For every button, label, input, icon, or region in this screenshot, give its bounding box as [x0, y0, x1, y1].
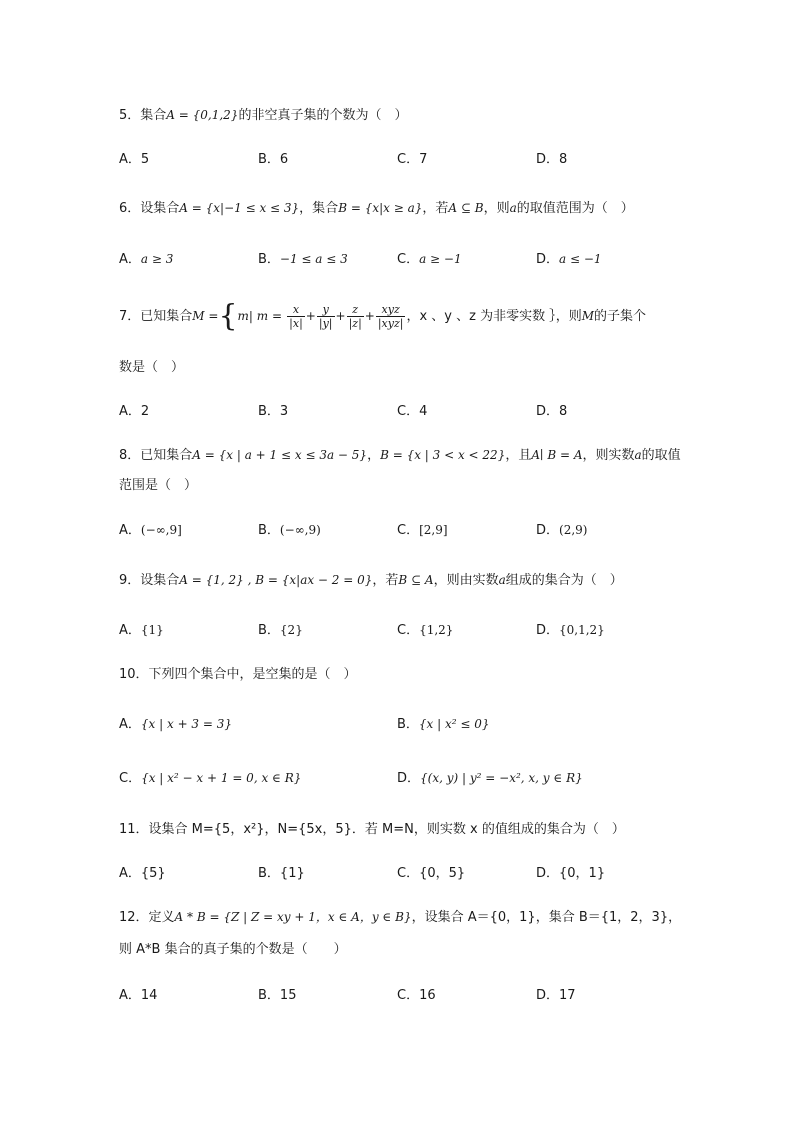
q12-number: 12．定义 [119, 910, 175, 925]
q6-option-d-math: a ≤ −1 [559, 252, 602, 266]
q8-set-a: A = {x | a + 1 ≤ x ≤ 3a − 5} [192, 448, 368, 462]
q5-option-a[interactable]: A．5 [119, 152, 150, 167]
q9-option-c[interactable] [397, 619, 453, 638]
question-11: 11．设集合 M={5，x²}，N={5x，5}．若 M=N，则实数 x 的值组成的集合为（ ） [119, 822, 625, 837]
q7-frac-x-den: |x| [289, 317, 303, 330]
q6-option-d-label: D． [536, 252, 560, 267]
question-7 [119, 296, 646, 337]
q6-option-b-label: B． [258, 252, 280, 267]
q7-m-eq: m = [256, 309, 283, 323]
q10-option-b-math: {x | x² ≤ 0} [418, 717, 490, 731]
q6-text-1: ，集合 [299, 201, 339, 216]
q10-option-c-math: {x | x² − x + 1 = 0, x ∈ R} [141, 771, 302, 785]
q6-set-a: A = {x|−1 ≤ x ≤ 3} [179, 201, 300, 215]
q5-option-c[interactable]: C．7 [397, 152, 428, 167]
q9-text-then: ，则由实数 [433, 573, 499, 588]
q7-frac-y-num: y [317, 303, 335, 317]
q12-option-a[interactable]: A．14 [119, 988, 158, 1003]
q8-option-b-math: (−∞,9) [279, 523, 321, 537]
q7-plus-1: + [305, 309, 316, 323]
q7-text-then: ，则 [555, 309, 582, 324]
q5-stem: 的非空真子集的个数为（ ） [238, 108, 408, 123]
q6-option-b-math: −1 ≤ a ≤ 3 [279, 252, 348, 266]
q6-option-c[interactable] [397, 248, 462, 267]
question-12 [119, 906, 681, 925]
q8-option-d-math: (2,9) [559, 523, 588, 537]
q7-frac-xyz-num: xyz [376, 303, 406, 317]
q8-text-then: ，则实数 [582, 448, 635, 463]
q9-option-b-math: {2} [279, 623, 303, 637]
q7-frac-x-num: x [287, 303, 305, 317]
q6-option-a-math: a ≥ 3 [140, 252, 174, 266]
q9-option-d-label: D． [536, 623, 560, 638]
q7-bar: | [248, 309, 257, 323]
q7-plus-2: + [335, 309, 346, 323]
q8-text-and: ，且 [505, 448, 532, 463]
q6-option-c-label: C． [397, 252, 420, 267]
q6-option-d[interactable] [536, 248, 602, 267]
q7-fraction-x [287, 303, 305, 330]
q9-stem: 组成的集合为（ ） [505, 573, 623, 588]
q11-option-c[interactable]: C．{0，5} [397, 866, 466, 881]
q12-option-b[interactable]: B．15 [258, 988, 297, 1003]
q6-subset: A ⊆ B [448, 201, 484, 215]
q5-number: 5．集合 [119, 108, 167, 123]
q7-fraction-y [317, 303, 335, 330]
q10-option-d[interactable] [397, 767, 583, 786]
question-10: 10．下列四个集合中，是空集的是（ ） [119, 667, 357, 682]
q11-option-a[interactable]: A．{5} [119, 866, 166, 881]
q7-var-m: M [581, 309, 595, 323]
q10-option-b[interactable] [397, 713, 490, 732]
q7-line-2: 数是（ ） [119, 360, 185, 375]
q6-stem: 的取值范围为（ ） [516, 201, 634, 216]
q7-frac-xyz-den: |xyz| [377, 317, 404, 330]
question-5 [119, 104, 407, 123]
q9-option-b-label: B． [258, 623, 280, 638]
q6-option-c-math: a ≥ −1 [419, 252, 462, 266]
q7-plus-3: + [364, 309, 375, 323]
q12-definition: A * B = {Z | Z = xy + 1，x ∈ A，y ∈ B} [174, 910, 412, 924]
q10-option-a-math: {x | x + 3 = 3} [140, 717, 233, 731]
q6-option-a[interactable] [119, 248, 173, 267]
question-8 [119, 444, 681, 463]
q8-line-2: 范围是（ ） [119, 478, 198, 493]
q7-frac-z-den: |z| [348, 317, 362, 330]
q8-set-b: B = {x | 3 < x < 22} [380, 448, 506, 462]
q12-option-c[interactable]: C．16 [397, 988, 436, 1003]
q9-option-d-math: {0,1,2} [559, 623, 605, 637]
q11-option-b[interactable]: B．{1} [258, 866, 305, 881]
q9-option-c-label: C． [397, 623, 420, 638]
question-6 [119, 197, 634, 216]
q8-stem: 的取值 [641, 448, 681, 463]
q8-option-a-label: A． [119, 523, 141, 538]
q10-option-d-math: {(x, y) | y² = −x², x, y ∈ R} [420, 771, 583, 785]
q8-option-a-math: (−∞,9] [140, 523, 182, 537]
q8-option-c[interactable] [397, 519, 448, 538]
q6-set-b: B = {x|x ≥ a} [338, 201, 423, 215]
q7-left-brace: { [218, 298, 238, 334]
q7-set-m-lhs: M = [192, 309, 219, 323]
q8-number: 8．已知集合 [119, 448, 193, 463]
q9-option-a[interactable] [119, 619, 164, 638]
question-9 [119, 569, 623, 588]
q7-element-m: m [237, 309, 249, 323]
q7-stem: 的子集个 [594, 309, 647, 324]
q9-subset: B ⊆ A [398, 573, 434, 587]
q6-text-3: ，则 [483, 201, 510, 216]
q5-math: A = {0,1,2} [166, 108, 239, 122]
q7-condition: ，x 、y 、z 为非零实数 ｝ [406, 309, 556, 324]
q10-option-c[interactable] [119, 767, 301, 786]
q7-option-a[interactable]: A．2 [119, 404, 150, 419]
q9-option-d[interactable] [536, 619, 605, 638]
q8-comma: ， [367, 448, 381, 463]
q8-option-b-label: B． [258, 523, 280, 538]
q10-option-c-label: C． [119, 771, 142, 786]
q12-option-d[interactable]: D．17 [536, 988, 576, 1003]
q10-option-d-label: D． [397, 771, 421, 786]
q9-sets: A = {1, 2} , B = {x|ax − 2 = 0} [179, 573, 373, 587]
q9-option-a-label: A． [119, 623, 141, 638]
q9-option-b[interactable] [258, 619, 303, 638]
q6-var-a: a [509, 201, 517, 215]
q5-option-d[interactable]: D．8 [536, 152, 568, 167]
q8-var-a: a [634, 448, 642, 462]
q6-option-b[interactable] [258, 248, 348, 267]
q9-option-c-math: {1,2} [419, 623, 454, 637]
q8-option-d-label: D． [536, 523, 560, 538]
q7-option-c[interactable]: C．4 [397, 404, 428, 419]
q7-frac-y-den: |y| [318, 317, 333, 330]
q7-frac-z-num: z [347, 303, 364, 317]
q6-text-2: ，若 [422, 201, 449, 216]
q8-option-b[interactable] [258, 519, 321, 538]
q12-text-sets: ，设集合 A＝{0，1}，集合 B＝{1，2，3}， [411, 910, 682, 925]
q7-fraction-xyz [376, 303, 406, 330]
q8-option-a[interactable] [119, 519, 182, 538]
q5-option-b[interactable]: B．6 [258, 152, 289, 167]
q9-text-if: ，若 [372, 573, 399, 588]
q12-line-2: 则 A*B 集合的真子集的个数是（ ） [119, 942, 347, 957]
q6-number: 6．设集合 [119, 201, 180, 216]
q7-fraction-z [347, 303, 364, 330]
q8-condition: A∣ B = A [531, 448, 583, 462]
q10-option-a[interactable] [119, 713, 232, 732]
q7-option-d[interactable]: D．8 [536, 404, 568, 419]
q7-number: 7．已知集合 [119, 309, 193, 324]
q8-option-c-math: [2,9] [419, 523, 448, 537]
q9-number: 9．设集合 [119, 573, 180, 588]
q8-option-c-label: C． [397, 523, 420, 538]
q10-option-a-label: A． [119, 717, 141, 732]
q8-option-d[interactable] [536, 519, 587, 538]
q10-option-b-label: B． [397, 717, 419, 732]
q9-option-a-math: {1} [140, 623, 164, 637]
q7-option-b[interactable]: B．3 [258, 404, 289, 419]
q9-var-a: a [498, 573, 506, 587]
q6-option-a-label: A． [119, 252, 141, 267]
q11-option-d[interactable]: D．{0，1} [536, 866, 606, 881]
